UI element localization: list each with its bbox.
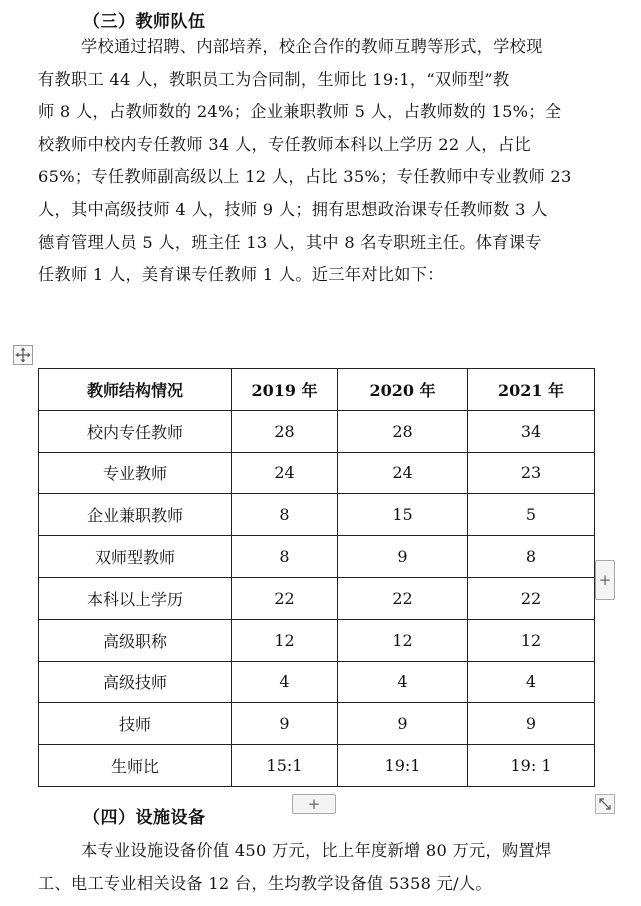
table-cell[interactable]: 4 (468, 661, 595, 703)
table-cell[interactable]: 8 (468, 536, 595, 578)
table-cell[interactable]: 22 (232, 577, 338, 619)
header-cell[interactable]: 2019 年 (232, 369, 338, 411)
table-row (39, 536, 595, 578)
table-cell[interactable]: 技师 (39, 703, 232, 745)
paragraph-line: 师 8 人，占教师数的 24%；企业兼职教师 5 人，占教师数的 15%；全 (38, 102, 562, 122)
table-cell[interactable]: 8 (232, 494, 338, 536)
table-move-handle[interactable] (13, 345, 33, 365)
table-cell[interactable]: 高级技师 (39, 661, 232, 703)
table-cell[interactable]: 19: 1 (468, 745, 595, 787)
facilities-paragraph (38, 835, 604, 900)
table-row (39, 619, 595, 661)
table-cell[interactable]: 8 (232, 536, 338, 578)
section-heading-facilities: （四）设施设备 (83, 808, 206, 828)
staff-comparison-table (38, 368, 595, 787)
table-row (39, 494, 595, 536)
table-resize-handle[interactable] (595, 794, 615, 814)
table-cell[interactable]: 15:1 (232, 745, 338, 787)
table-cell[interactable]: 24 (232, 452, 338, 494)
paragraph-line: 校教师中校内专任教师 34 人，专任教师本科以上学历 22 人，占比 (38, 134, 531, 154)
paragraph-line: 学校通过招聘、内部培养，校企合作的教师互聘等形式，学校现 (81, 37, 543, 56)
paragraph-line: 65%；专任教师副高级以上 12 人，占比 35%；专任教师中专业教师 23 (38, 167, 572, 187)
table-cell[interactable]: 4 (232, 661, 338, 703)
paragraph-line: 人，其中高级技师 4 人，技师 9 人；拥有思想政治课专任教师数 3 人 (38, 199, 548, 219)
table-cell[interactable]: 高级职称 (39, 619, 232, 661)
header-cell[interactable]: 2021 年 (468, 369, 595, 411)
table-cell[interactable]: 28 (232, 410, 338, 452)
table-row (39, 452, 595, 494)
add-column-button[interactable]: + (595, 560, 615, 600)
section-heading-staff: （三）教师队伍 (83, 12, 206, 32)
table-cell[interactable]: 23 (468, 452, 595, 494)
table-cell[interactable]: 9 (338, 703, 468, 745)
table-cell[interactable]: 12 (232, 619, 338, 661)
table-row (39, 745, 595, 787)
table-header-row (39, 369, 595, 411)
add-row-button[interactable]: + (292, 794, 336, 814)
table-row (39, 410, 595, 452)
table-cell[interactable]: 15 (338, 494, 468, 536)
table-cell[interactable]: 5 (468, 494, 595, 536)
table-row (39, 703, 595, 745)
table-cell[interactable]: 24 (338, 452, 468, 494)
header-cell[interactable]: 2020 年 (338, 369, 468, 411)
resize-diagonal-icon (598, 797, 612, 811)
table-cell[interactable]: 企业兼职教师 (39, 494, 232, 536)
table-cell[interactable]: 12 (338, 619, 468, 661)
paragraph-line: 有教职工 44 人，教职员工为合同制，生师比 19:1，“双师型”教 (38, 69, 510, 89)
table-cell[interactable]: 9 (232, 703, 338, 745)
table-row (39, 577, 595, 619)
table-cell[interactable]: 双师型教师 (39, 536, 232, 578)
table-cell[interactable]: 28 (338, 410, 468, 452)
table-cell[interactable]: 9 (338, 536, 468, 578)
table-cell[interactable]: 校内专任教师 (39, 410, 232, 452)
paragraph-line: 工、电工专业相关设备 12 台，生均教学设备值 5358 元/人。 (38, 873, 492, 893)
paragraph-line: 任教师 1 人，美育课专任教师 1 人。近三年对比如下： (38, 265, 444, 285)
table-cell[interactable]: 专业教师 (39, 452, 232, 494)
paragraph-line: 德育管理人员 5 人，班主任 13 人，其中 8 名专职班主任。体育课专 (38, 232, 542, 252)
table-cell[interactable]: 本科以上学历 (39, 577, 232, 619)
table-cell[interactable]: 19:1 (338, 745, 468, 787)
move-arrows-icon (15, 347, 31, 363)
table-cell[interactable]: 4 (338, 661, 468, 703)
header-cell[interactable]: 教师结构情况 (39, 369, 232, 411)
staff-paragraph (38, 31, 604, 292)
table-cell[interactable]: 12 (468, 619, 595, 661)
table-cell[interactable]: 生师比 (39, 745, 232, 787)
table-row (39, 661, 595, 703)
table-cell[interactable]: 34 (468, 410, 595, 452)
table-cell[interactable]: 9 (468, 703, 595, 745)
table-cell[interactable]: 22 (338, 577, 468, 619)
table-cell[interactable]: 22 (468, 577, 595, 619)
paragraph-line: 本专业设施设备价值 450 万元，比上年度新增 80 万元，购置焊 (81, 841, 552, 860)
